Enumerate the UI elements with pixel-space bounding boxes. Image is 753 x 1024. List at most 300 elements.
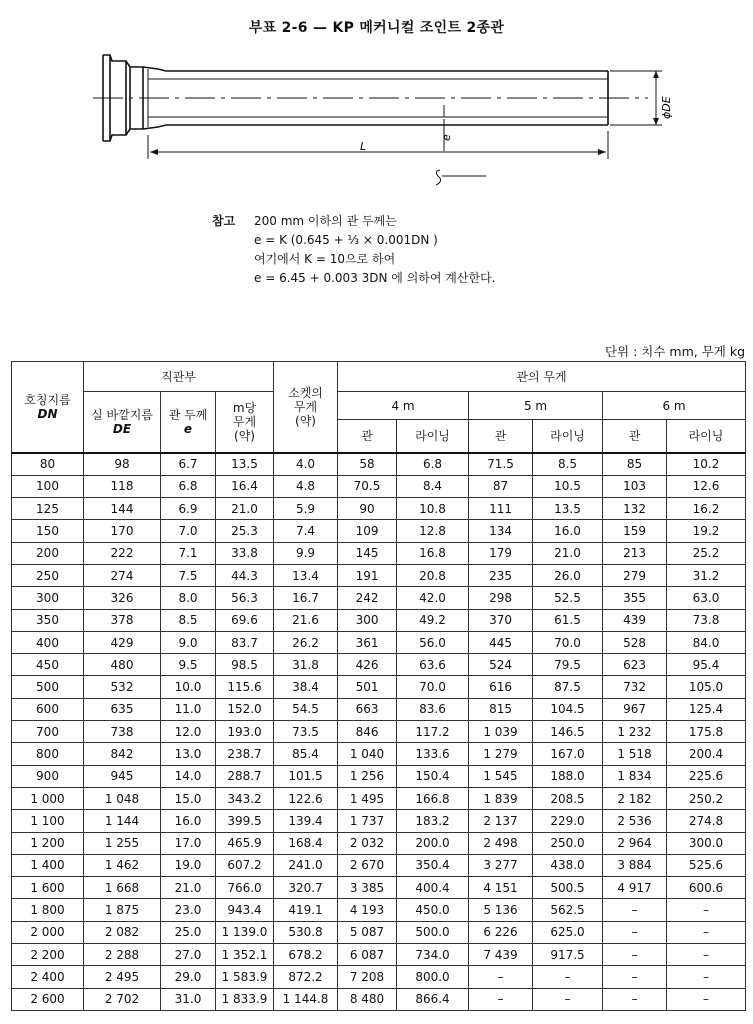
table-row	[12, 698, 746, 720]
table-row	[12, 475, 746, 497]
table-cell: 115.6	[216, 676, 274, 698]
table-cell: 56.3	[216, 587, 274, 609]
table-cell: 2 182	[603, 787, 667, 809]
table-cell: 31.8	[274, 654, 338, 676]
table-cell: 242	[338, 587, 397, 609]
table-cell: 6 226	[469, 921, 533, 943]
table-row	[12, 765, 746, 787]
table-cell: 5 087	[338, 921, 397, 943]
table-cell: 900	[12, 765, 84, 787]
table-cell: 144	[84, 498, 161, 520]
pipe-subheader: 관	[338, 420, 397, 453]
table-cell: 355	[603, 587, 667, 609]
table-cell: 9.9	[274, 542, 338, 564]
table-cell: 13.5	[533, 498, 603, 520]
table-cell: 225.6	[667, 765, 746, 787]
table-cell: 133.6	[397, 743, 469, 765]
table-cell: 15.0	[161, 787, 216, 809]
table-cell: 3 385	[338, 877, 397, 899]
table-row	[12, 743, 746, 765]
table-cell: 150.4	[397, 765, 469, 787]
table-row	[12, 966, 746, 988]
table-cell: 607.2	[216, 854, 274, 876]
table-cell: 320.7	[274, 877, 338, 899]
table-cell: 361	[338, 631, 397, 653]
table-cell: 54.5	[274, 698, 338, 720]
table-cell: 1 232	[603, 721, 667, 743]
table-cell: –	[469, 988, 533, 1010]
table-cell: 21.0	[216, 498, 274, 520]
table-cell: –	[603, 966, 667, 988]
table-cell: 241.0	[274, 854, 338, 876]
table-cell: 7.0	[161, 520, 216, 542]
table-cell: 101.5	[274, 765, 338, 787]
table-row	[12, 453, 746, 476]
table-cell: –	[667, 966, 746, 988]
unit-caption: 단위 : 치수 mm, 무게 kg	[604, 344, 745, 359]
lining-subheader: 라이닝	[667, 420, 746, 453]
table-cell: 9.5	[161, 654, 216, 676]
table-row	[12, 810, 746, 832]
table-cell: 300	[338, 609, 397, 631]
table-cell: 1 462	[84, 854, 161, 876]
table-cell: 250	[12, 564, 84, 586]
table-cell: 298	[469, 587, 533, 609]
table-cell: 450	[12, 654, 84, 676]
table-cell: –	[533, 966, 603, 988]
table-cell: 159	[603, 520, 667, 542]
table-cell: 700	[12, 721, 84, 743]
table-cell: 208.5	[533, 787, 603, 809]
table-cell: 73.5	[274, 721, 338, 743]
table-cell: 439	[603, 609, 667, 631]
table-cell: 25.0	[161, 921, 216, 943]
table-cell: 26.2	[274, 631, 338, 653]
page-title: 부표 2-6 — KP 메커니컬 조인트 2종관	[248, 20, 505, 36]
table-cell: 5 136	[469, 899, 533, 921]
table-cell: 842	[84, 743, 161, 765]
note-line: 여기에서 K = 10으로 하여	[254, 252, 396, 266]
table-cell: 419.1	[274, 899, 338, 921]
table-cell: 16.0	[161, 810, 216, 832]
table-row	[12, 631, 746, 653]
table-cell: 500	[12, 676, 84, 698]
table-cell: 866.4	[397, 988, 469, 1010]
table-cell: 1 256	[338, 765, 397, 787]
table-cell: 2 670	[338, 854, 397, 876]
table-cell: 1 839	[469, 787, 533, 809]
table-cell: 63.0	[667, 587, 746, 609]
weight-per-m-header: m당 무게 (약)	[216, 392, 274, 453]
table-cell: 29.0	[161, 966, 216, 988]
table-cell: 4.0	[274, 453, 338, 476]
table-cell: 83.6	[397, 698, 469, 720]
table-cell: –	[667, 988, 746, 1010]
table-cell: 1 600	[12, 877, 84, 899]
table-cell: 200.0	[397, 832, 469, 854]
table-cell: 625.0	[533, 921, 603, 943]
table-cell: 16.2	[667, 498, 746, 520]
note-line: 200 mm 이하의 관 두께는	[254, 214, 397, 228]
table-row	[12, 676, 746, 698]
table-cell: 183.2	[397, 810, 469, 832]
table-cell: 87.5	[533, 676, 603, 698]
table-cell: 426	[338, 654, 397, 676]
table-cell: 2 400	[12, 966, 84, 988]
table-cell: 235	[469, 564, 533, 586]
table-row	[12, 721, 746, 743]
table-cell: 7.1	[161, 542, 216, 564]
table-cell: 438.0	[533, 854, 603, 876]
table-cell: 87	[469, 475, 533, 497]
table-cell: 350	[12, 609, 84, 631]
table-cell: 1 000	[12, 787, 84, 809]
table-cell: 111	[469, 498, 533, 520]
table-cell: 33.8	[216, 542, 274, 564]
table-cell: 98.5	[216, 654, 274, 676]
table-cell: 117.2	[397, 721, 469, 743]
length-label: L	[360, 140, 367, 153]
table-cell: 4.8	[274, 475, 338, 497]
table-cell: 1 834	[603, 765, 667, 787]
table-cell: 95.4	[667, 654, 746, 676]
table-cell: 25.2	[667, 542, 746, 564]
table-cell: 500.5	[533, 877, 603, 899]
table-cell: 2 137	[469, 810, 533, 832]
table-cell: 12.0	[161, 721, 216, 743]
table-cell: 105.0	[667, 676, 746, 698]
length-6m-header: 6 m	[603, 392, 746, 420]
table-cell: 2 032	[338, 832, 397, 854]
table-cell: 150	[12, 520, 84, 542]
table-cell: 500.0	[397, 921, 469, 943]
table-cell: 1 279	[469, 743, 533, 765]
table-cell: 70.0	[533, 631, 603, 653]
table-cell: 250.0	[533, 832, 603, 854]
table-cell: 2 964	[603, 832, 667, 854]
table-cell: 98	[84, 453, 161, 476]
table-row	[12, 944, 746, 966]
table-cell: 27.0	[161, 944, 216, 966]
table-row	[12, 498, 746, 520]
table-cell: 532	[84, 676, 161, 698]
table-cell: 13.0	[161, 743, 216, 765]
table-cell: 100	[12, 475, 84, 497]
table-cell: 2 000	[12, 921, 84, 943]
table-cell: 200.4	[667, 743, 746, 765]
table-cell: 56.0	[397, 631, 469, 653]
table-row	[12, 542, 746, 564]
table-cell: 2 288	[84, 944, 161, 966]
table-cell: 1 144	[84, 810, 161, 832]
table-row	[12, 988, 746, 1010]
table-cell: 19.0	[161, 854, 216, 876]
lining-subheader: 라이닝	[397, 420, 469, 453]
spec-table-body	[12, 453, 746, 1011]
table-cell: 31.2	[667, 564, 746, 586]
table-cell: 600.6	[667, 877, 746, 899]
table-cell: 16.8	[397, 542, 469, 564]
table-cell: 42.0	[397, 587, 469, 609]
pipe-diagram	[88, 45, 678, 195]
table-cell: –	[667, 921, 746, 943]
table-cell: 4 917	[603, 877, 667, 899]
table-cell: 766.0	[216, 877, 274, 899]
table-cell: 166.8	[397, 787, 469, 809]
table-cell: 10.0	[161, 676, 216, 698]
table-cell: 623	[603, 654, 667, 676]
note-line: e = K (0.645 + ⅓ × 0.001DN )	[254, 233, 438, 247]
table-cell: 83.7	[216, 631, 274, 653]
table-cell: 63.6	[397, 654, 469, 676]
table-cell: 14.0	[161, 765, 216, 787]
table-cell: 4 151	[469, 877, 533, 899]
table-cell: 13.5	[216, 453, 274, 476]
table-cell: 122.6	[274, 787, 338, 809]
table-row	[12, 587, 746, 609]
table-row	[12, 921, 746, 943]
table-cell: 274.8	[667, 810, 746, 832]
table-cell: 678.2	[274, 944, 338, 966]
table-cell: 300	[12, 587, 84, 609]
table-cell: 1 100	[12, 810, 84, 832]
table-cell: 1 139.0	[216, 921, 274, 943]
table-cell: 213	[603, 542, 667, 564]
table-cell: 21.0	[533, 542, 603, 564]
table-cell: 635	[84, 698, 161, 720]
table-cell: 38.4	[274, 676, 338, 698]
table-cell: –	[603, 944, 667, 966]
table-cell: 13.4	[274, 564, 338, 586]
table-cell: 1 545	[469, 765, 533, 787]
table-cell: 480	[84, 654, 161, 676]
table-cell: 501	[338, 676, 397, 698]
table-cell: 1 039	[469, 721, 533, 743]
table-cell: 12.8	[397, 520, 469, 542]
table-cell: 152.0	[216, 698, 274, 720]
socket-weight-header: 소켓의 무게 (약)	[274, 362, 338, 453]
table-cell: 85	[603, 453, 667, 476]
table-cell: 10.8	[397, 498, 469, 520]
pipe-subheader: 관	[469, 420, 533, 453]
thickness-label: e	[440, 134, 453, 141]
table-cell: 52.5	[533, 587, 603, 609]
table-cell: 4 193	[338, 899, 397, 921]
table-cell: 1 200	[12, 832, 84, 854]
table-cell: 1 833.9	[216, 988, 274, 1010]
table-cell: 734.0	[397, 944, 469, 966]
table-cell: 9.0	[161, 631, 216, 653]
table-row	[12, 832, 746, 854]
table-cell: 528	[603, 631, 667, 653]
table-cell: 125.4	[667, 698, 746, 720]
table-cell: 967	[603, 698, 667, 720]
table-cell: 378	[84, 609, 161, 631]
table-cell: 300.0	[667, 832, 746, 854]
table-cell: 21.0	[161, 877, 216, 899]
table-cell: 2 536	[603, 810, 667, 832]
pipe-weight-header: 관의 무게	[338, 362, 746, 392]
table-cell: 250.2	[667, 787, 746, 809]
table-cell: –	[533, 988, 603, 1010]
table-cell: 1 800	[12, 899, 84, 921]
table-cell: 238.7	[216, 743, 274, 765]
pipe-subheader: 관	[603, 420, 667, 453]
table-cell: 6 087	[338, 944, 397, 966]
diameter-label: ϕDE	[660, 96, 673, 119]
table-cell: 200	[12, 542, 84, 564]
table-cell: 1 737	[338, 810, 397, 832]
table-cell: –	[667, 899, 746, 921]
table-cell: 146.5	[533, 721, 603, 743]
table-cell: 6.8	[397, 453, 469, 476]
table-cell: 16.7	[274, 587, 338, 609]
table-cell: 370	[469, 609, 533, 631]
table-cell: 16.4	[216, 475, 274, 497]
table-cell: 71.5	[469, 453, 533, 476]
table-cell: 188.0	[533, 765, 603, 787]
table-cell: 1 495	[338, 787, 397, 809]
table-cell: 525.6	[667, 854, 746, 876]
table-cell: 1 400	[12, 854, 84, 876]
table-cell: 616	[469, 676, 533, 698]
table-cell: 10.5	[533, 475, 603, 497]
table-cell: 945	[84, 765, 161, 787]
table-cell: 8.0	[161, 587, 216, 609]
table-cell: 49.2	[397, 609, 469, 631]
table-cell: 943.4	[216, 899, 274, 921]
table-cell: 429	[84, 631, 161, 653]
table-cell: 193.0	[216, 721, 274, 743]
table-cell: 125	[12, 498, 84, 520]
table-cell: 562.5	[533, 899, 603, 921]
table-cell: 8 480	[338, 988, 397, 1010]
table-cell: 170	[84, 520, 161, 542]
table-cell: 465.9	[216, 832, 274, 854]
table-cell: 80	[12, 453, 84, 476]
table-cell: 23.0	[161, 899, 216, 921]
table-cell: 1 048	[84, 787, 161, 809]
table-cell: 11.0	[161, 698, 216, 720]
table-cell: 16.0	[533, 520, 603, 542]
table-cell: 7 439	[469, 944, 533, 966]
table-cell: 90	[338, 498, 397, 520]
table-cell: 350.4	[397, 854, 469, 876]
table-cell: 524	[469, 654, 533, 676]
table-cell: 288.7	[216, 765, 274, 787]
length-5m-header: 5 m	[469, 392, 603, 420]
table-cell: 1 352.1	[216, 944, 274, 966]
table-cell: 103	[603, 475, 667, 497]
table-cell: 1 875	[84, 899, 161, 921]
dn-header: 호칭지름 DN	[12, 362, 84, 453]
table-cell: 326	[84, 587, 161, 609]
table-row	[12, 787, 746, 809]
table-row	[12, 520, 746, 542]
table-cell: 6.8	[161, 475, 216, 497]
table-cell: 815	[469, 698, 533, 720]
table-cell: 85.4	[274, 743, 338, 765]
spec-table	[11, 361, 746, 1011]
table-cell: 274	[84, 564, 161, 586]
table-cell: 12.6	[667, 475, 746, 497]
lining-subheader: 라이닝	[533, 420, 603, 453]
table-cell: 5.9	[274, 498, 338, 520]
table-cell: 191	[338, 564, 397, 586]
table-cell: 20.8	[397, 564, 469, 586]
table-cell: 8.5	[161, 609, 216, 631]
table-cell: 167.0	[533, 743, 603, 765]
straight-header: 직관부	[84, 362, 274, 392]
table-row	[12, 899, 746, 921]
table-cell: –	[667, 944, 746, 966]
table-cell: 26.0	[533, 564, 603, 586]
table-cell: 25.3	[216, 520, 274, 542]
table-row	[12, 854, 746, 876]
table-cell: 3 277	[469, 854, 533, 876]
table-cell: 44.3	[216, 564, 274, 586]
table-cell: 70.0	[397, 676, 469, 698]
table-cell: 2 702	[84, 988, 161, 1010]
table-cell: –	[469, 966, 533, 988]
table-cell: 7.4	[274, 520, 338, 542]
table-cell: 3 884	[603, 854, 667, 876]
reference-note	[212, 212, 495, 288]
table-cell: 17.0	[161, 832, 216, 854]
table-cell: 31.0	[161, 988, 216, 1010]
table-cell: 179	[469, 542, 533, 564]
table-row	[12, 609, 746, 631]
table-cell: 1 518	[603, 743, 667, 765]
table-cell: 2 200	[12, 944, 84, 966]
table-cell: 7 208	[338, 966, 397, 988]
table-cell: 134	[469, 520, 533, 542]
table-cell: 917.5	[533, 944, 603, 966]
table-cell: 846	[338, 721, 397, 743]
table-cell: 229.0	[533, 810, 603, 832]
table-cell: 1 668	[84, 877, 161, 899]
table-cell: 800.0	[397, 966, 469, 988]
table-cell: 70.5	[338, 475, 397, 497]
note-label: 참고	[212, 214, 236, 228]
table-cell: 399.5	[216, 810, 274, 832]
table-cell: 800	[12, 743, 84, 765]
table-cell: –	[603, 899, 667, 921]
note-line: e = 6.45 + 0.003 3DN 에 의하여 계산한다.	[254, 271, 496, 285]
table-cell: 872.2	[274, 966, 338, 988]
od-header: 실 바깥지름 DE	[84, 392, 161, 453]
thickness-header: 관 두께 e	[161, 392, 216, 453]
table-cell: 2 495	[84, 966, 161, 988]
table-cell: 58	[338, 453, 397, 476]
table-cell: 6.7	[161, 453, 216, 476]
table-cell: 145	[338, 542, 397, 564]
table-cell: 168.4	[274, 832, 338, 854]
table-row	[12, 564, 746, 586]
table-cell: 1 040	[338, 743, 397, 765]
table-cell: 732	[603, 676, 667, 698]
table-cell: 69.6	[216, 609, 274, 631]
table-cell: 663	[338, 698, 397, 720]
table-cell: 19.2	[667, 520, 746, 542]
table-cell: 2 600	[12, 988, 84, 1010]
table-cell: 343.2	[216, 787, 274, 809]
table-cell: 175.8	[667, 721, 746, 743]
table-cell: 139.4	[274, 810, 338, 832]
table-row	[12, 877, 746, 899]
table-cell: 400.4	[397, 877, 469, 899]
table-cell: 738	[84, 721, 161, 743]
